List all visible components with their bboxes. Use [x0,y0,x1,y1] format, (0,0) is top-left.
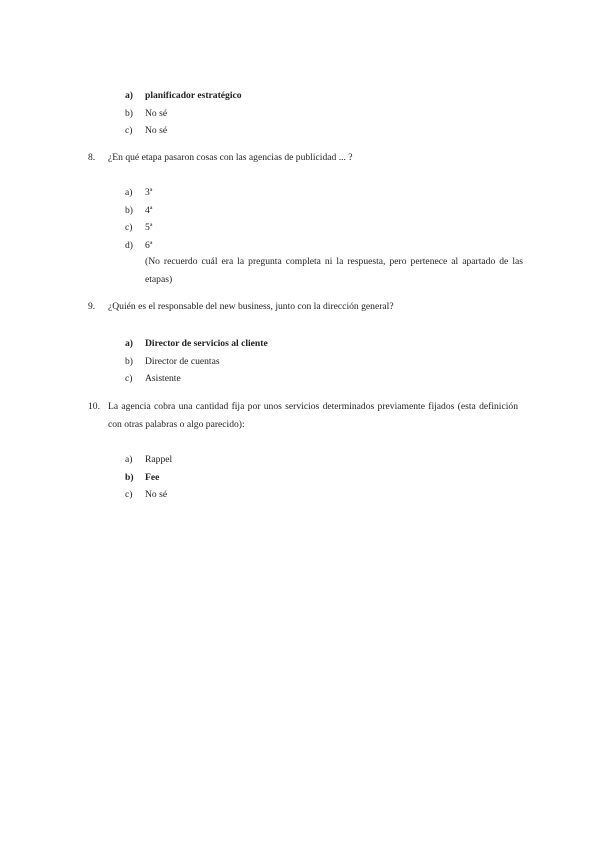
option-letter: a) [125,187,133,198]
option-letter: b) [125,107,133,119]
option-text: planificador estratégico [145,90,242,101]
answer-option [125,451,172,469]
question-number: 10. [88,401,100,412]
option-letter: c) [125,125,133,136]
option-letter: d) [125,239,133,251]
option-text: Rappel [145,454,173,465]
option-text: 5ª [145,222,153,233]
option-text: No sé [145,107,168,119]
question-number: 8. [88,152,96,163]
option-letter: b) [125,471,134,483]
answer-option [125,370,268,388]
option-text: 4ª [145,204,153,216]
option-letter: a) [125,454,133,465]
question-8-options-group [125,184,152,254]
question-8 [88,149,518,167]
question-text: ¿Quién es el responsable del new business, junto con la dirección general? [108,301,394,312]
option-letter: b) [125,204,133,216]
question-text: La agencia cobra una cantidad fija por unos servicios determinados previamente fijados (esta definición con otras palabras o algo parecido): [108,401,518,430]
option-letter: b) [125,355,133,367]
option-letter: a) [125,338,133,349]
question-8-note: (No recuerdo cuál era la pregunta completa ni la respuesta, pero pertenece al apartado de las etapas) [145,256,523,285]
question-9-options-group [125,335,268,388]
option-letter: c) [125,373,133,384]
option-text: 3ª [145,187,153,198]
answer-option [125,184,152,202]
option-text: Director de servicios al cliente [145,338,268,349]
answer-option [125,486,172,504]
answer-option [125,122,242,140]
answer-option [125,237,152,255]
option-letter: a) [125,90,133,101]
answer-option [125,105,242,123]
option-letter: c) [125,222,133,233]
answer-option [125,202,152,220]
question-10-options-group [125,451,172,504]
option-text: 6ª [145,239,153,251]
answer-option [125,87,242,105]
option-letter: c) [125,489,133,500]
answer-option [125,335,268,353]
question-text: ¿En qué etapa pasaron cosas con las agencias de publicidad ... ? [108,152,353,163]
option-text: No sé [145,125,168,136]
option-text: Fee [145,471,160,483]
carryover-options-group [125,87,242,140]
question-number: 9. [88,301,96,312]
answer-option [125,219,152,237]
option-text: No sé [145,489,168,500]
question-10 [88,398,518,433]
question-9 [88,298,518,316]
answer-option [125,469,172,487]
option-text: Director de cuentas [145,355,220,367]
option-text: Asistente [145,373,181,384]
answer-option [125,353,268,371]
